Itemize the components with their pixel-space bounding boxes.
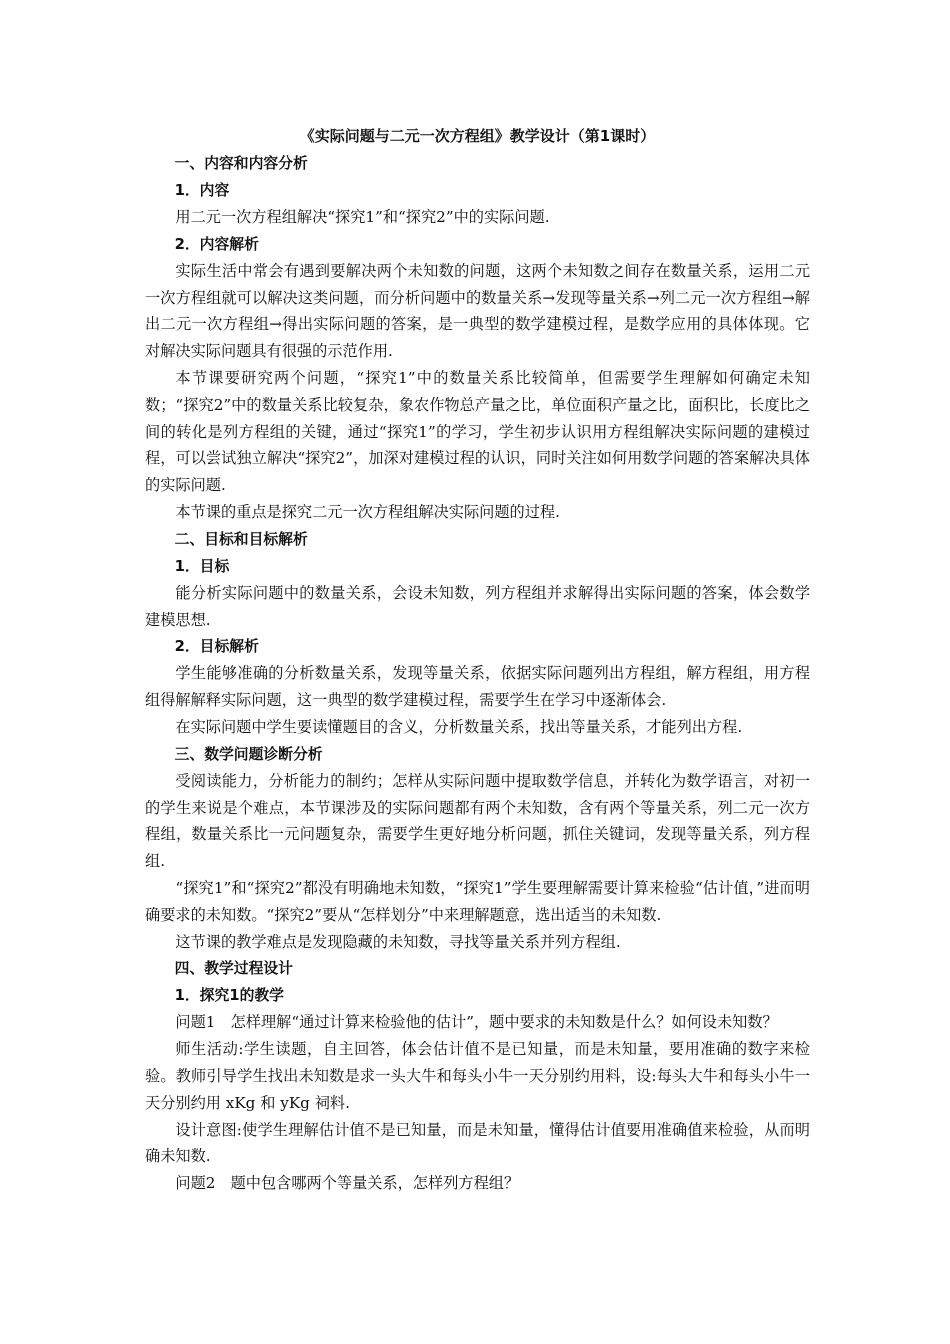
section-heading: 1．目标 [174, 557, 230, 575]
section-heading: 1．内容 [174, 182, 230, 199]
section-heading: 2．目标解析 [174, 638, 259, 656]
paragraph: 能分析实际问题中的数量关系，会设未知数，列方程组并求解得出实际问题的答案，体会数学建模思想. [145, 583, 810, 629]
paragraph: 用二元一次方程组解决“探究1”和“探究2”中的实际问题. [175, 208, 550, 226]
section-heading: 四、教学过程设计 [174, 960, 293, 978]
section-heading: 1．探究1的教学 [174, 987, 284, 1005]
paragraph: 实际生活中常会有遇到要解决两个未知数的问题，这两个未知数之间存在数量关系，运用二元一次方程组就可以解决这类问题，而分析问题中的数量关系→发现等量关系→列二元一次方程组→解出二元一次方程组→得出实际问题的答案，是一典型的数学建模过程，是数学应用的具体体现。它对解决实际问题具有很强的示范作用. [145, 261, 810, 361]
paragraph: 这节课的教学难点是发现隐藏的未知数，寻找等量关系并列方程组. [175, 932, 621, 951]
document-page [145, 122, 810, 1197]
paragraph: 本节课要研究两个问题，“探究1”中的数量关系比较简单，但需要学生理解如何确定未知数；“探究2”中的数量关系比较复杂，象农作物总产量之比，单位面积产量之比，面积比，长度比之间的转化是列方程组的关键，通过“探究1”的学习，学生初步认识用方程组解决实际问题的建模过程，可以尝试独立解决“探究2”，加深对建模过程的认识，同时关注如何用数学问题的答案解决具体的实际问题. [145, 368, 810, 495]
paragraph: 设计意图:使学生理解估计值不是已知量，而是未知量，懂得估计值要用准确值来检验，从而明确未知数. [145, 1120, 810, 1166]
section-heading: 三、数学问题诊断分析 [174, 745, 323, 763]
paragraph: 问题2 题中包含哪两个等量关系，怎样列方程组？ [175, 1174, 520, 1193]
paragraph: 本节课的重点是探究二元一次方程组解决实际问题的过程. [175, 502, 560, 521]
document-title: 《实际问题与二元一次方程组》教学设计（第1课时） [299, 127, 656, 145]
section-heading: 2．内容解析 [174, 235, 259, 253]
paragraph: 在实际问题中学生要读懂题目的含义，分析数量关系，找出等量关系，才能列出方程. [175, 717, 743, 736]
paragraph: 学生能够准确的分析数量关系，发现等量关系，依据实际问题列出方程组，解方程组，用方程组得解解释实际问题，这一典型的数学建模过程，需要学生在学习中逐渐体会. [145, 664, 810, 710]
document-body [145, 150, 810, 1197]
section-heading: 二、目标和目标解析 [174, 530, 308, 548]
paragraph: “探究1”和“探究2”都没有明确地未知数，“探究1”学生要理解需要计算来检验“估计值，”进而明确要求的未知数。“探究2”要从“怎样划分”中来理解题意，选出适当的未知数. [145, 878, 810, 924]
paragraph: 问题1 怎样理解“通过计算来检验他的估计”，题中要求的未知数是什么？如何设未知数？ [175, 1013, 778, 1032]
paragraph: 受阅读能力，分析能力的制约；怎样从实际问题中提取数学信息，并转化为数学语言，对初一的学生来说是个难点，本节课涉及的实际问题都有两个未知数，含有两个等量关系，列二元一次方程组，数量关系比一元问题复杂，需要学生更好地分析问题，抓住关键词，发现等量关系，列方程组. [145, 771, 810, 871]
section-heading: 一、内容和内容分析 [174, 155, 308, 172]
paragraph: 师生活动:学生读题，自主回答，体会估计值不是已知量，而是未知量，要用准确的数字来检验。教师引导学生找出未知数是求一头大牛和每头小牛一天分别约用料，设:每头大牛和每头小牛一天分别约用 xKg 和 yKg 祠料. [145, 1040, 810, 1112]
